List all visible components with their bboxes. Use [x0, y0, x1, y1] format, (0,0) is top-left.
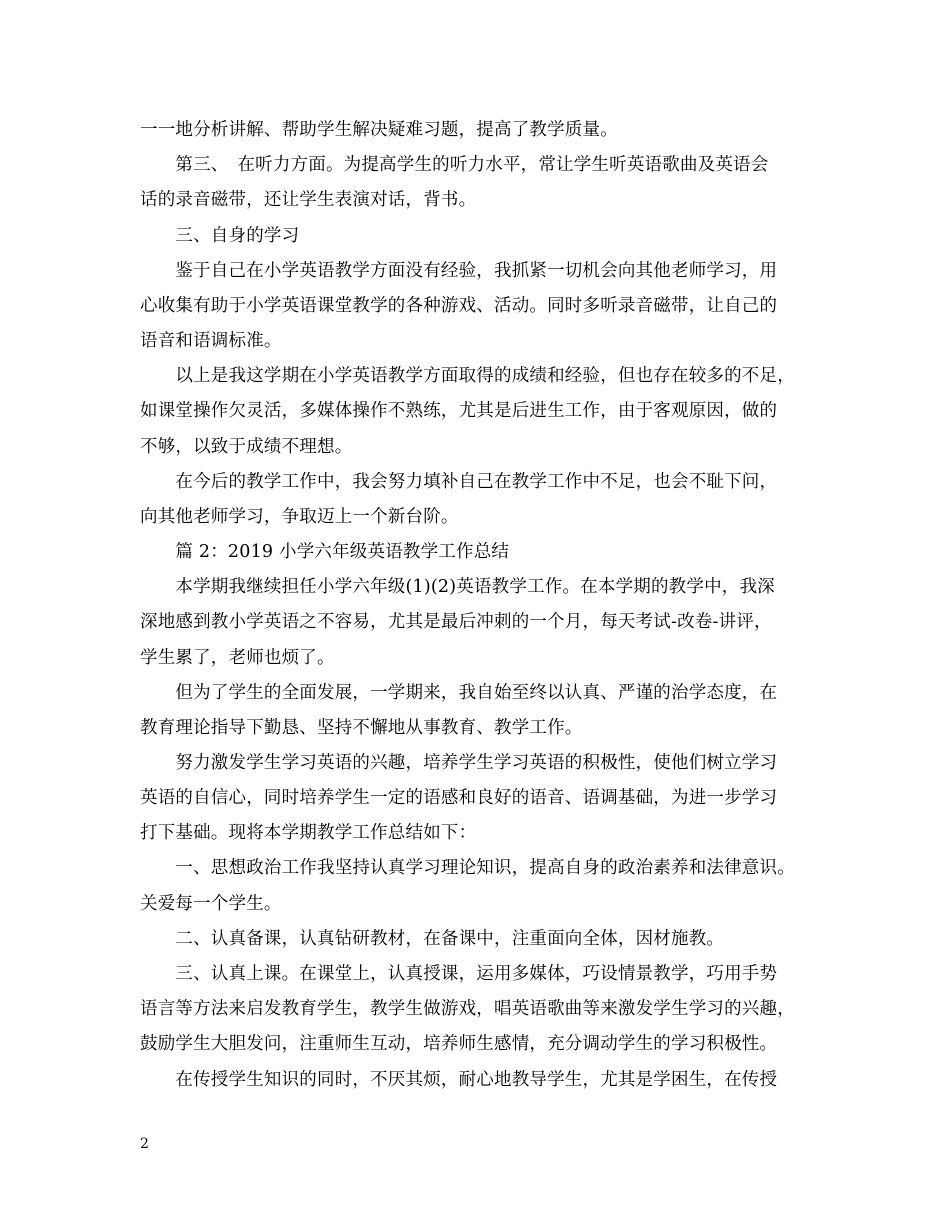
text-line: 一一地分析讲解、帮助学生解决疑难习题，提高了教学质量。 [140, 120, 618, 140]
text-line: 在传授学生知识的同时，不厌其烦，耐心地教导学生，尤其是学困生，在传授 [140, 1070, 778, 1090]
text-line: 心收集有助于小学英语课堂教学的各种游戏、活动。同时多听录音磁带，让自己的 [140, 296, 778, 316]
text-line: 二、认真备课，认真钻研教材，在备课中，注重面向全体，因材施教。 [140, 929, 725, 949]
text-line: 本学期我继续担任小学六年级(1)(2)英语教学工作。在本学期的教学中，我深 [140, 577, 775, 597]
text-line: 语音和语调标准。 [140, 331, 282, 351]
text-line: 但为了学生的全面发展，一学期来，我自始至终以认真、严谨的治学态度，在 [140, 683, 778, 703]
text-line: 鉴于自己在小学英语教学方面没有经验，我抓紧一切机会向其他老师学习，用 [140, 261, 778, 281]
text-line: 努力激发学生学习英语的兴趣，培养学生学习英语的积极性，使他们树立学习 [140, 753, 778, 773]
text-line: 在今后的教学工作中，我会努力填补自己在教学工作中不足，也会不耻下问， [140, 472, 778, 492]
text-line: 深地感到教小学英语之不容易，尤其是最后冲刺的一个月，每天考试-改卷-讲评， [140, 612, 772, 632]
text-line: 语言等方法来启发教育学生，教学生做游戏，唱英语歌曲等来激发学生学习的兴趣， [140, 999, 795, 1019]
text-line: 第三、 在听力方面。为提高学生的听力水平，常让学生听英语歌曲及英语会 [140, 155, 769, 175]
text-line: 向其他老师学习，争取迈上一个新台阶。 [140, 507, 459, 527]
section-heading: 篇 2：2019 小学六年级英语教学工作总结 [140, 542, 510, 562]
text-line: 学生累了，老师也烦了。 [140, 648, 335, 668]
text-line: 教育理论指导下勤恳、坚持不懈地从事教育、教学工作。 [140, 718, 583, 738]
text-line: 鼓励学生大胆发问，注重师生互动，培养师生感情，充分调动学生的学习积极性。 [140, 1034, 778, 1054]
text-line: 三、认真上课。在课堂上，认真授课，运用多媒体，巧设情景教学，巧用手势 [140, 964, 778, 984]
text-line: 以上是我这学期在小学英语教学方面取得的成绩和经验，但也存在较多的不足， [140, 366, 795, 386]
text-line: 不够，以致于成绩不理想。 [140, 437, 353, 457]
text-line: 英语的自信心，同时培养学生一定的语感和良好的语音、语调基础，为进一步学习 [140, 788, 778, 808]
page-number: 2 [140, 1136, 149, 1152]
text-line: 如课堂操作欠灵活，多媒体操作不熟练，尤其是后进生工作，由于客观原因，做的 [140, 401, 778, 421]
text-line: 话的录音磁带，还让学生表演对话，背书。 [140, 190, 477, 210]
section-heading: 三、自身的学习 [140, 226, 300, 246]
text-line: 一、思想政治工作我坚持认真学习理论知识，提高自身的政治素养和法律意识。 [140, 858, 795, 878]
text-line: 打下基础。现将本学期教学工作总结如下： [140, 823, 477, 843]
text-line: 关爱每一个学生。 [140, 894, 282, 914]
